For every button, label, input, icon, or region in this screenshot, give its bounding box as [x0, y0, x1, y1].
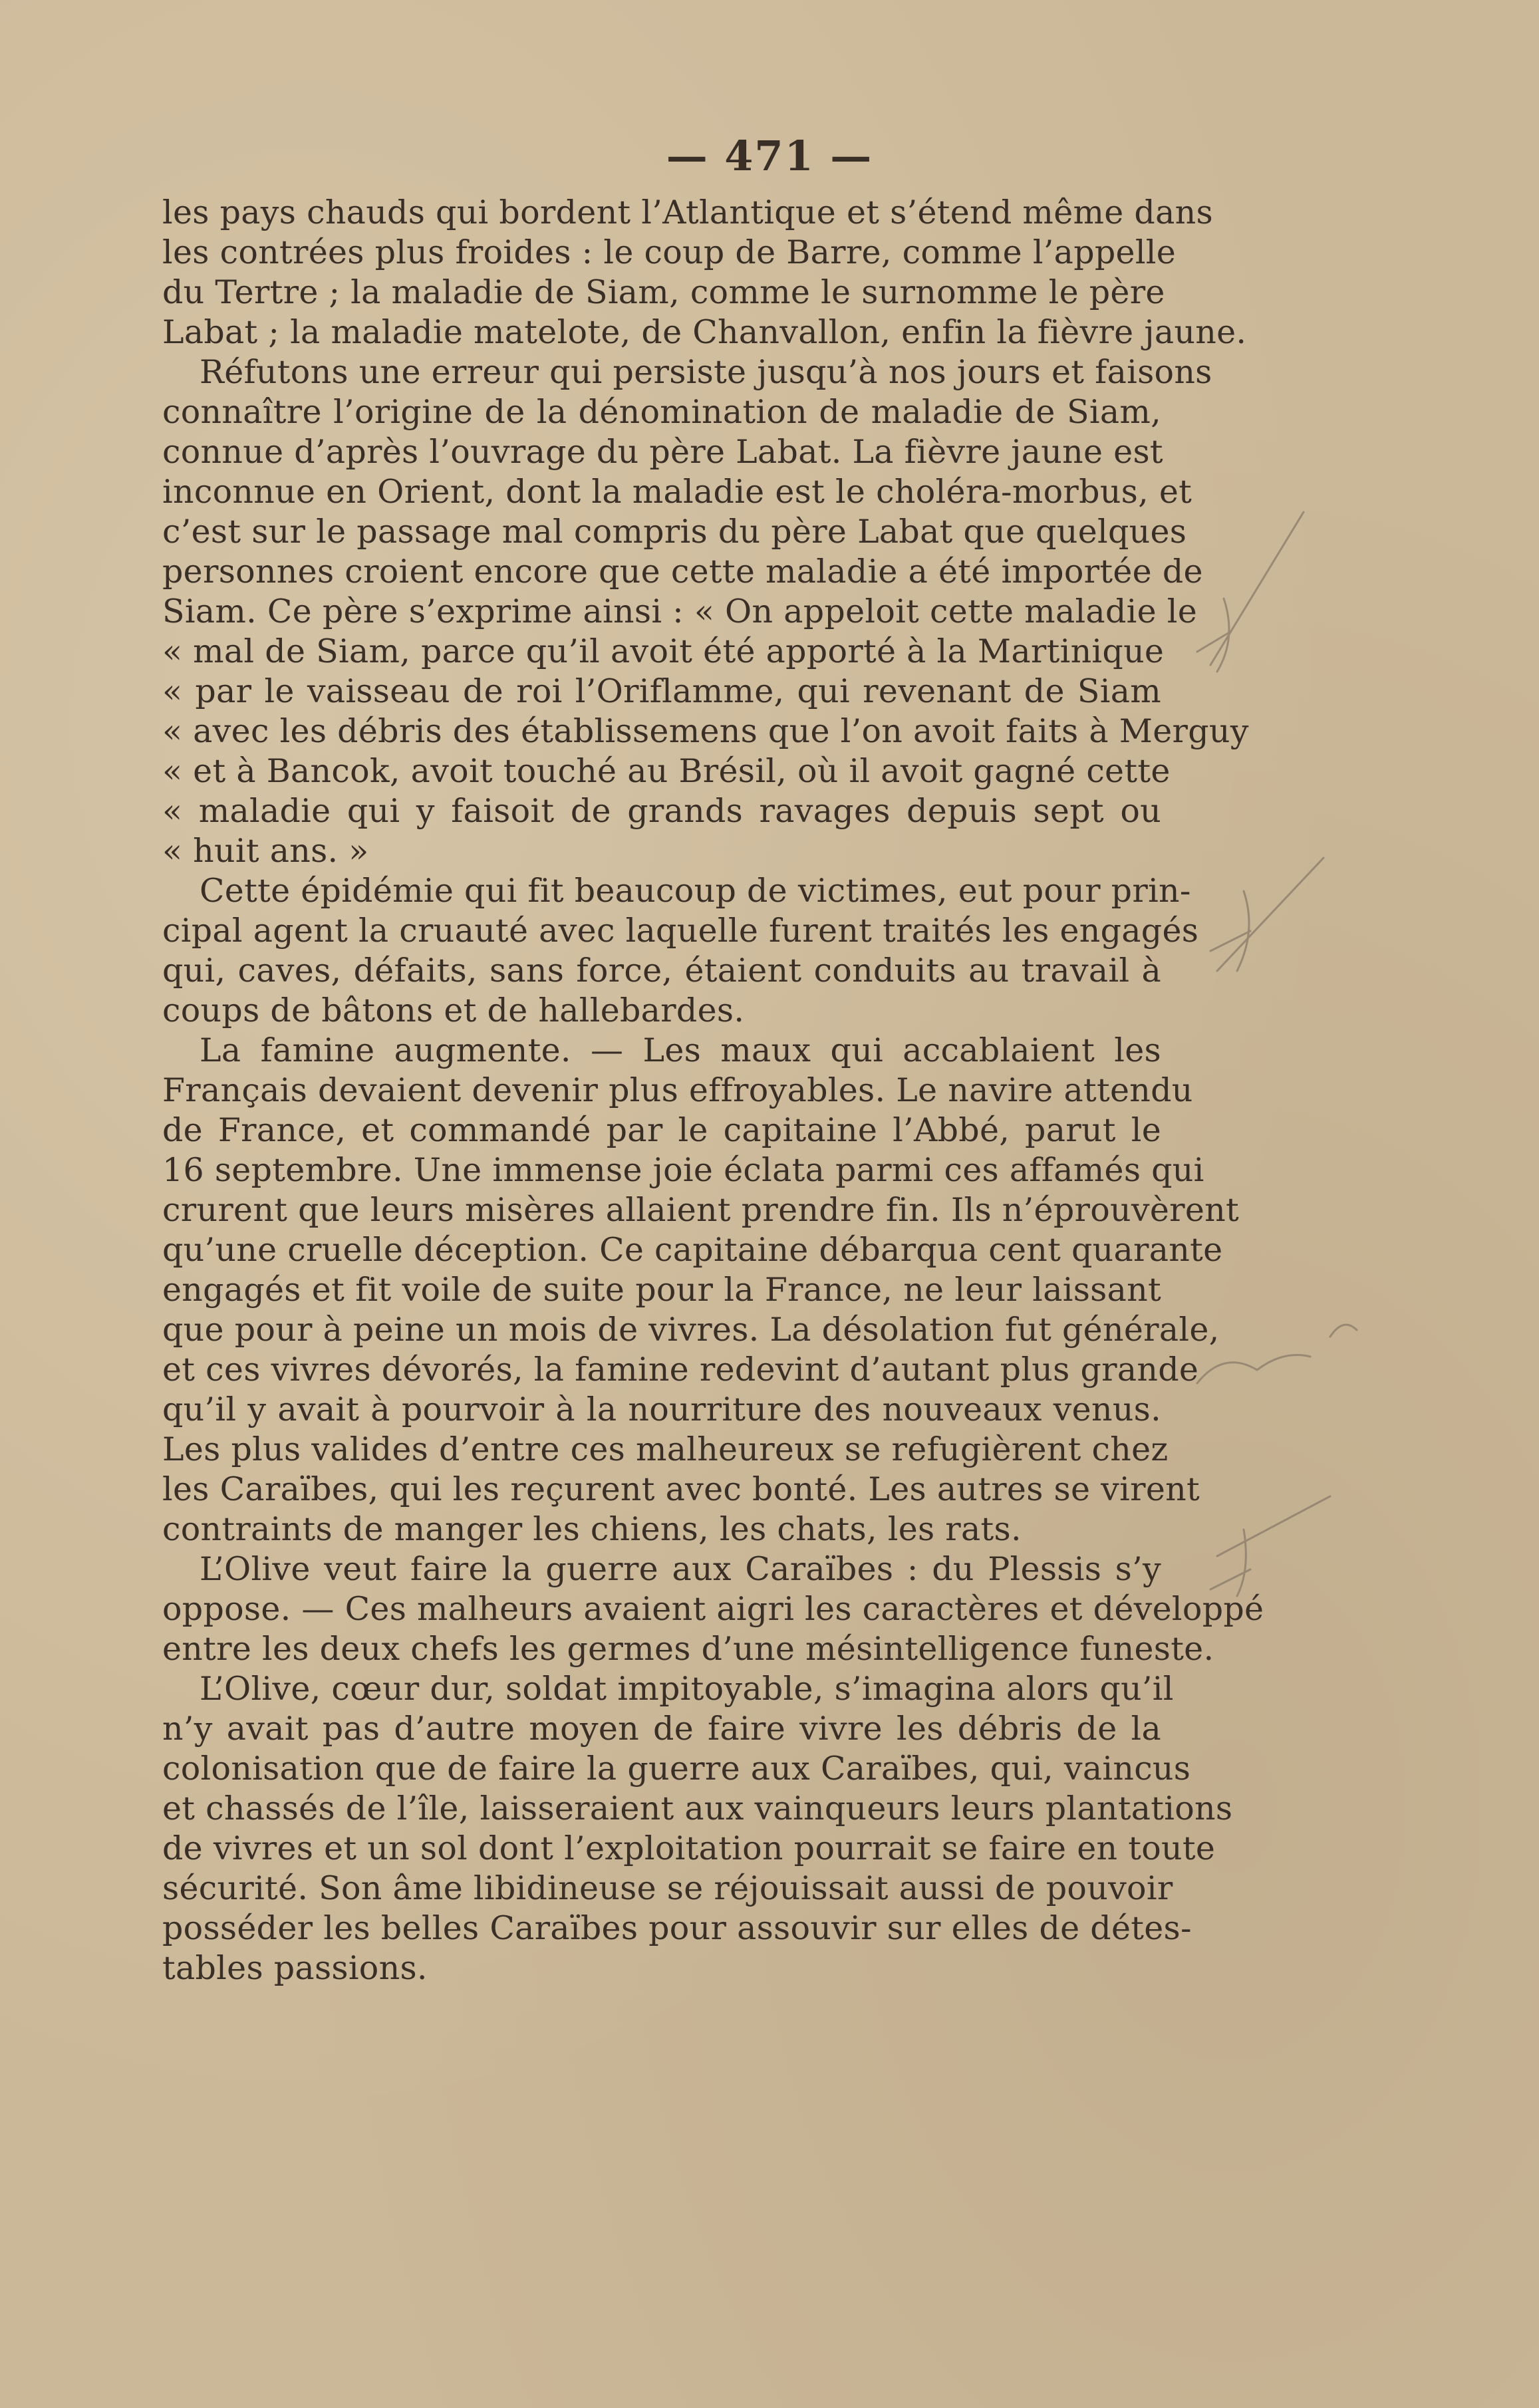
pencil-marks-icon [1171, 466, 1476, 1929]
text-line: L’Olive, cœur dur, soldat impitoyable, s’imagina alors qu’il [200, 1670, 1174, 1708]
text-line: « mal de Siam, parce qu’il avoit été apporté à la Martinique [162, 632, 1165, 670]
text-line: qui, caves, défaits, sans force, étaient conduits au travail à [162, 952, 1161, 990]
text-line: les Caraïbes, qui les reçurent avec bonté. Les autres se virent [162, 1470, 1200, 1508]
text-line: « huit ans. » [162, 832, 369, 870]
text-line: et ces vivres dévorés, la famine redevint d’autant plus grande [162, 1351, 1199, 1389]
text-line: Labat ; la maladie matelote, de Chanvallon, enfin la fièvre jaune. [162, 313, 1247, 351]
text-line: coups de bâtons et de hallebardes. [162, 992, 745, 1029]
text-line: posséder les belles Caraïbes pour assouvir sur elles de détes- [162, 1909, 1192, 1947]
text-line: qu’une cruelle déception. Ce capitaine débarqua cent quarante [162, 1231, 1223, 1269]
text-line: Siam. Ce père s’exprime ainsi : « On appeloit cette maladie le [162, 593, 1198, 630]
text-line: connue d’après l’ouvrage du père Labat. La fièvre jaune est [162, 433, 1163, 471]
text-line: Français devaient devenir plus effroyables. Le navire attendu [162, 1071, 1193, 1109]
text-line: La famine augmente. — Les maux qui accablaient les [200, 1031, 1161, 1069]
text-line: n’y avait pas d’autre moyen de faire vivre les débris de la [162, 1710, 1161, 1748]
text-line: personnes croient encore que cette maladie a été importée de [162, 553, 1203, 591]
text-line: « et à Bancok, avoit touché au Brésil, où il avoit gagné cette [162, 752, 1171, 790]
text-line: les pays chauds qui bordent l’Atlantique et s’étend même dans [162, 194, 1213, 231]
text-line: inconnue en Orient, dont la maladie est le choléra-morbus, et [162, 473, 1192, 511]
text-line: et chassés de l’île, laisseraient aux vainqueurs leurs plantations [162, 1790, 1233, 1827]
text-line: du Tertre ; la maladie de Siam, comme le surnomme le père [162, 273, 1165, 311]
text-line: c’est sur le passage mal compris du père Labat que quelques [162, 513, 1187, 551]
text-line: « maladie qui y faisoit de grands ravages depuis sept ou [162, 792, 1161, 830]
text-line: colonisation que de faire la guerre aux Caraïbes, qui, vaincus [162, 1750, 1191, 1788]
text-line: qu’il y avait à pourvoir à la nourriture des nouveaux venus. [162, 1391, 1161, 1428]
text-line: « par le vaisseau de roi l’Oriflamme, qui revenant de Siam [162, 672, 1161, 710]
text-line: Réfutons une erreur qui persiste jusqu’à nos jours et faisons [200, 353, 1212, 391]
text-line: Les plus valides d’entre ces malheureux se refugièrent chez [162, 1430, 1169, 1468]
text-line: tables passions. [162, 1949, 428, 1987]
text-line: L’Olive veut faire la guerre aux Caraïbes : du Plessis s’y [200, 1550, 1161, 1588]
text-line: crurent que leurs misères allaient prendre fin. Ils n’éprouvèrent [162, 1191, 1240, 1229]
page-number: — 471 — [666, 132, 873, 180]
text-line: Cette épidémie qui fit beaucoup de victimes, eut pour prin- [200, 872, 1191, 910]
text-line: cipal agent la cruauté avec laquelle furent traités les engagés [162, 912, 1199, 950]
text-line: les contrées plus froides : le coup de Barre, comme l’appelle [162, 233, 1177, 271]
text-line: connaître l’origine de la dénomination de maladie de Siam, [162, 393, 1161, 431]
text-line: oppose. — Ces malheurs avaient aigri les caractères et développé [162, 1590, 1264, 1628]
text-line: contraints de manger les chiens, les chats, les rats. [162, 1510, 1022, 1548]
text-line: entre les deux chefs les germes d’une mésintelligence funeste. [162, 1630, 1214, 1668]
pencil-margin-marks [1171, 466, 1476, 1929]
text-line: de vivres et un sol dont l’exploitation pourrait se faire en toute [162, 1829, 1216, 1867]
text-line: engagés et fit voile de suite pour la France, ne leur laissant [162, 1271, 1161, 1309]
text-line: « avec les débris des établissemens que l’on avoit faits à Merguy [162, 712, 1249, 750]
text-line: 16 septembre. Une immense joie éclata parmi ces affamés qui [162, 1151, 1204, 1189]
text-line: sécurité. Son âme libidineuse se réjouissait aussi de pouvoir [162, 1869, 1173, 1907]
text-line: que pour à peine un mois de vivres. La désolation fut générale, [162, 1311, 1220, 1349]
text-line: de France, et commandé par le capitaine l’Abbé, parut le [162, 1111, 1161, 1149]
body-text [162, 193, 1264, 1988]
